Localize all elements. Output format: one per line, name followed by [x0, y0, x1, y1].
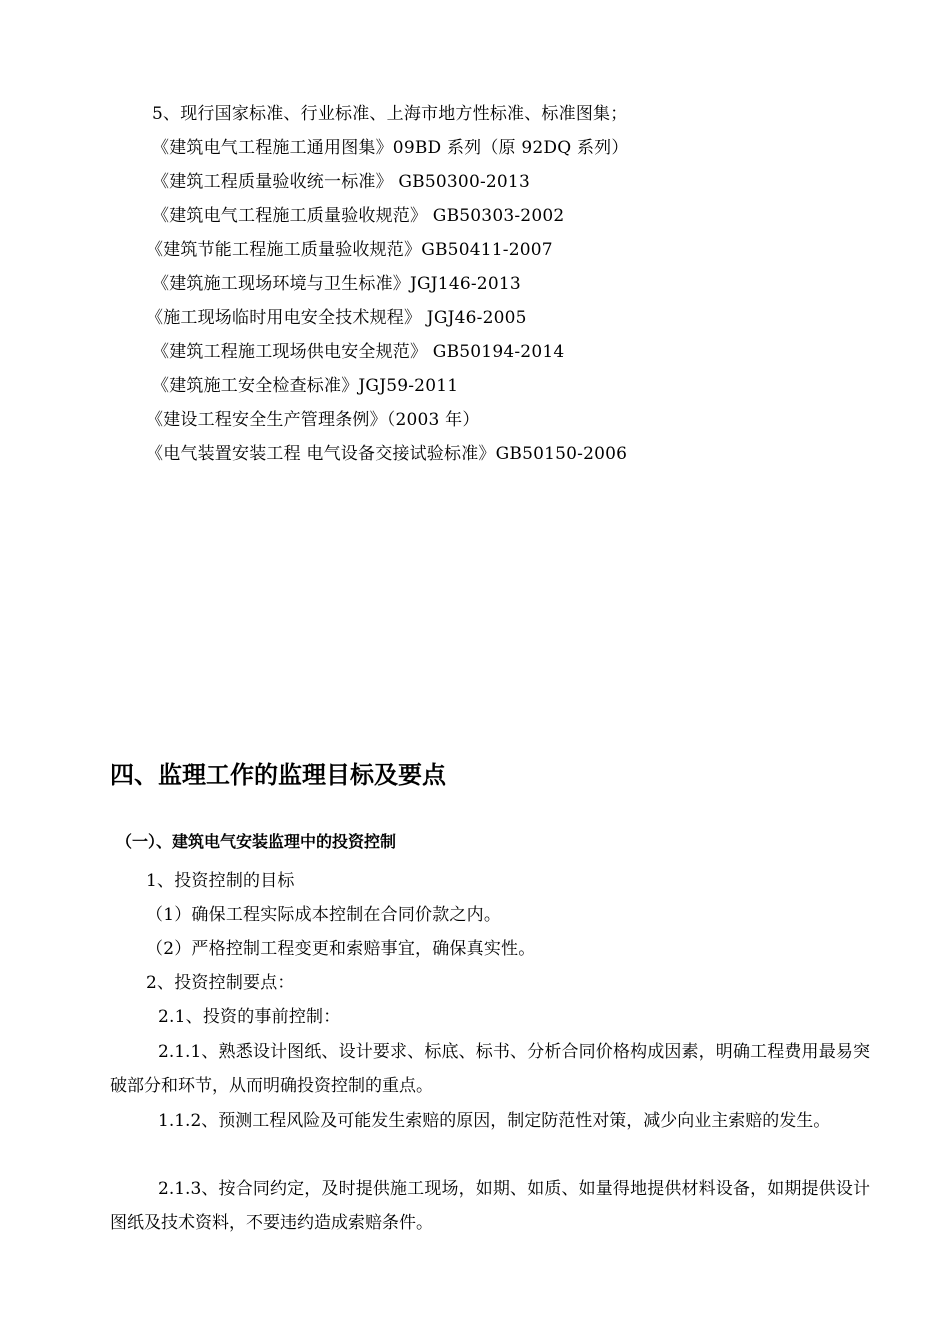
- body-paragraph: 1.1.2、预测工程风险及可能发生索赔的原因，制定防范性对策，减少向业主索赔的发生。: [158, 1111, 831, 1131]
- body-line: 1、投资控制的目标: [146, 871, 295, 891]
- section-title: 四、监理工作的监理目标及要点: [110, 761, 446, 789]
- standard-item: 《建筑电气工程施工质量验收规范》 GB50303-2002: [152, 206, 565, 226]
- standard-item: 《建筑工程质量验收统一标准》 GB50300-2013: [152, 172, 530, 192]
- standard-item: 《电气装置安装工程 电气设备交接试验标准》GB50150-2006: [146, 444, 628, 464]
- standards-intro: 5、现行国家标准、行业标准、上海市地方性标准、标准图集；: [152, 104, 628, 124]
- body-line: 2.1、投资的事前控制：: [158, 1007, 341, 1027]
- standard-item: 《建设工程安全生产管理条例》（2003 年）: [146, 410, 480, 430]
- body-paragraph: 2.1.1、熟悉设计图纸、设计要求、标底、标书、分析合同价格构成因素，明确工程费用最易突破部分和环节，从而明确投资控制的重点。: [110, 1042, 870, 1096]
- body-line: 2、投资控制要点：: [146, 973, 295, 993]
- section-subtitle: （一）、建筑电气安装监理中的投资控制: [116, 832, 397, 851]
- standard-item: 《建筑施工现场环境与卫生标准》JGJ146-2013: [152, 274, 521, 294]
- body-line: （1）确保工程实际成本控制在合同价款之内。: [146, 905, 502, 925]
- standard-item: 《建筑施工安全检查标准》JGJ59-2011: [152, 376, 459, 396]
- body-paragraph: 2.1.3、按合同约定，及时提供施工现场，如期、如质、如量得地提供材料设备，如期提供设计图纸及技术资料，不要违约造成索赔条件。: [110, 1179, 870, 1233]
- standard-item: 《建筑节能工程施工质量验收规范》GB50411-2007: [146, 240, 553, 260]
- standard-item: 《建筑电气工程施工通用图集》09BD 系列（原 92DQ 系列）: [152, 138, 629, 158]
- standard-item: 《施工现场临时用电安全技术规程》 JGJ46-2005: [146, 308, 527, 328]
- standard-item: 《建筑工程施工现场供电安全规范》 GB50194-2014: [152, 342, 565, 362]
- body-line: （2）严格控制工程变更和索赔事宜，确保真实性。: [146, 939, 536, 959]
